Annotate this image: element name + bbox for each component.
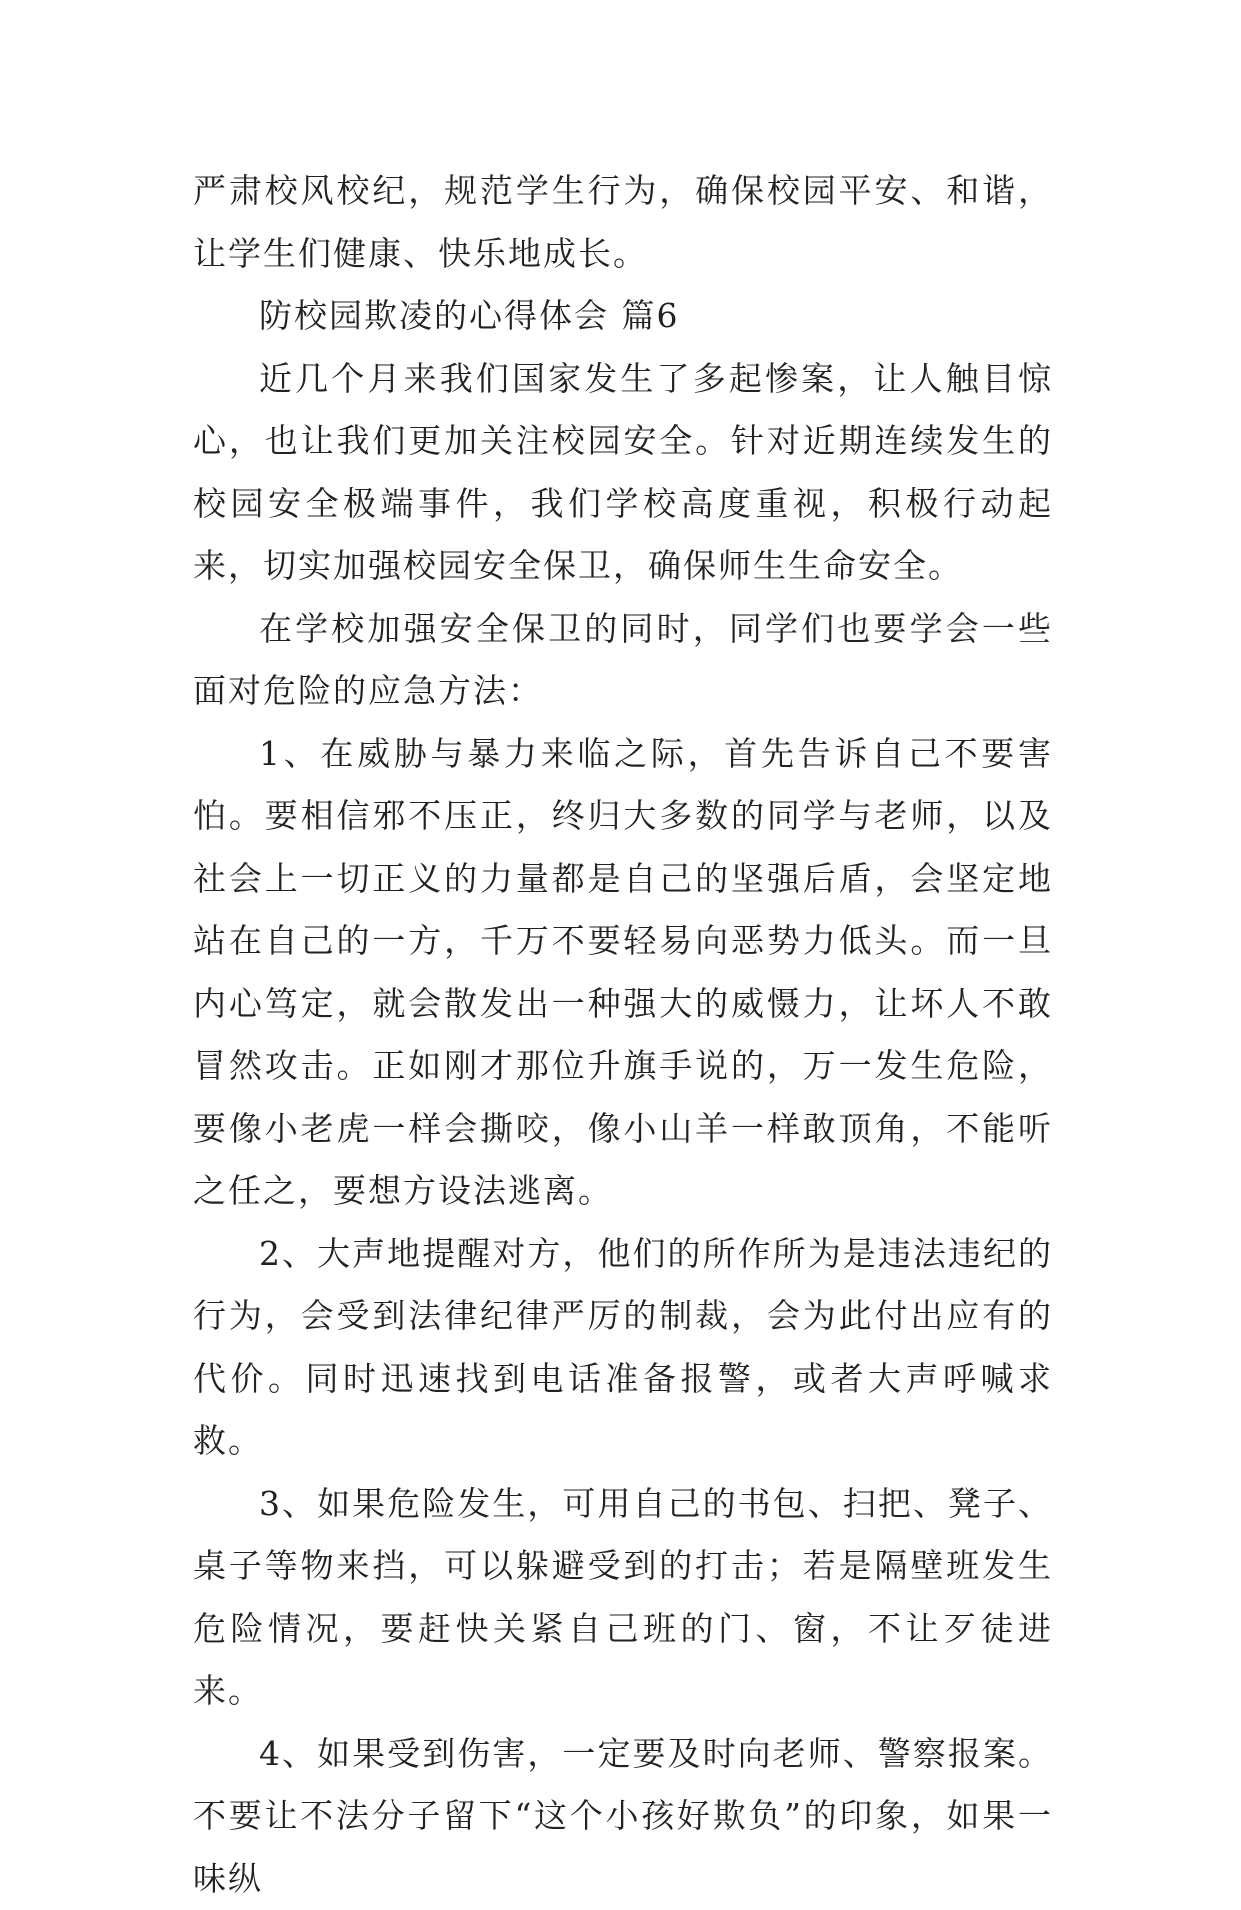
section-heading: 防校园欺凌的心得体会 篇6	[193, 285, 1053, 348]
body-text	[193, 160, 1053, 1910]
paragraph-background: 近几个月来我们国家发生了多起惨案，让人触目惊心，也让我们更加关注校园安全。针对近期连续发生的校园安全极端事件，我们学校高度重视，积极行动起来，切实加强校园安全保卫，确保师生生命安全。	[193, 348, 1053, 598]
list-item-4: 4、如果受到伤害，一定要及时向老师、警察报案。不要让不法分子留下“这个小孩好欺负”的印象，如果一味纵	[193, 1723, 1053, 1910]
paragraph-intro-continuation: 严肃校风校纪，规范学生行为，确保校园平安、和谐，让学生们健康、快乐地成长。	[193, 160, 1053, 285]
list-item-3: 3、如果危险发生，可用自己的书包、扫把、凳子、桌子等物来挡，可以躲避受到的打击；若是隔壁班发生危险情况，要赶快关紧自己班的门、窗，不让歹徒进来。	[193, 1473, 1053, 1723]
list-item-2: 2、大声地提醒对方，他们的所作所为是违法违纪的行为，会受到法律纪律严厉的制裁，会为此付出应有的代价。同时迅速找到电话准备报警，或者大声呼喊求救。	[193, 1223, 1053, 1473]
paragraph-emergency-intro: 在学校加强安全保卫的同时，同学们也要学会一些面对危险的应急方法：	[193, 598, 1053, 723]
list-item-1: 1、在威胁与暴力来临之际，首先告诉自己不要害怕。要相信邪不压正，终归大多数的同学与老师，以及社会上一切正义的力量都是自己的坚强后盾，会坚定地站在自己的一方，千万不要轻易向恶势力低头。而一旦内心笃定，就会散发出一种强大的威慑力，让坏人不敢冒然攻击。正如刚才那位升旗手说的，万一发生危险，要像小老虎一样会撕咬，像小山羊一样敢顶角，不能听之任之，要想方设法逃离。	[193, 723, 1053, 1223]
